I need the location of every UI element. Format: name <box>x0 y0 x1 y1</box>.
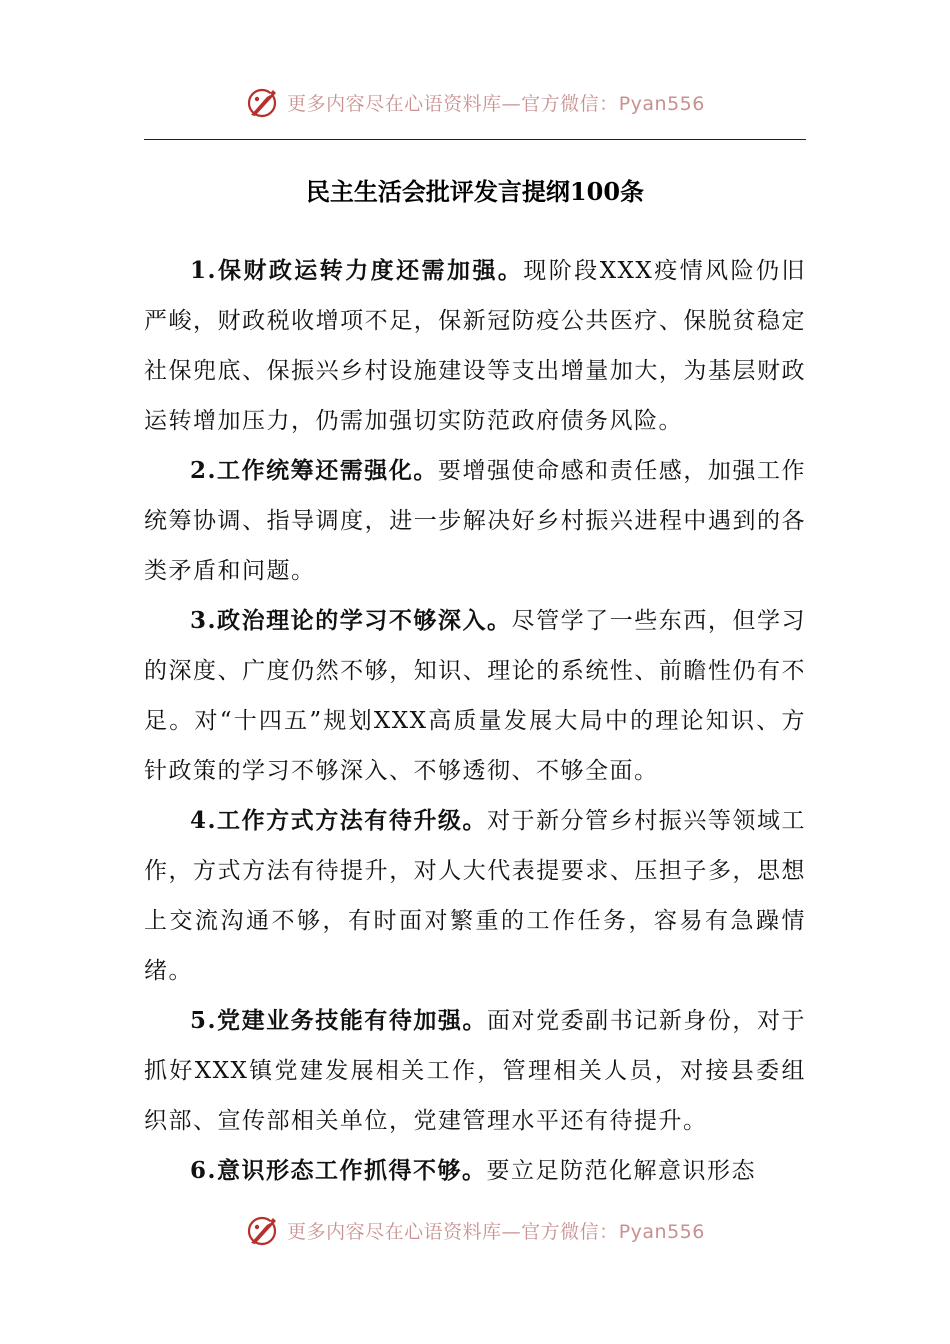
paragraph-text: 尽管学了一些东西，但学习的深度、广度仍然不够，知识、理论的系统性、前瞻性仍有不足。对“十四五”规划XXX高质量发展大局中的理论知识、方针政策的学习不够深入、不够透彻、不够全面。 <box>144 608 806 784</box>
paragraph-text: 对于新分管乡村振兴等领域工作，方式方法有待提升，对人大代表提要求、压担子多，思想上交流沟通不够，有时面对繁重的工作任务，容易有急躁情绪。 <box>144 808 807 984</box>
paragraph-text: 要立足防范化解意识形态 <box>486 1158 757 1184</box>
paragraph-heading: 3.政治理论的学习不够深入。 <box>190 607 512 634</box>
paragraph-heading: 4.工作方式方法有待升级。 <box>190 807 488 834</box>
header-banner <box>0 80 950 124</box>
paragraph-heading: 1.保财政运转力度还需加强。 <box>190 257 524 284</box>
paragraph-text: 面对党委副书记新身份，对于抓好XXX镇党建发展相关工作，管理相关人员，对接县委组织部、宣传部相关单位，党建管理水平还有待提升。 <box>144 1008 807 1134</box>
quill-logo-icon <box>245 84 281 120</box>
paragraph-5 <box>144 996 806 1146</box>
paragraph-3 <box>144 596 806 796</box>
paragraph-2 <box>144 446 806 596</box>
paragraph-heading: 5.党建业务技能有待加强。 <box>190 1007 488 1034</box>
document-body <box>144 246 806 1196</box>
paragraph-6 <box>144 1146 806 1196</box>
document-title: 民主生活会批评发言提纲100条 <box>305 177 645 206</box>
banner-text: 更多内容尽在心语资料库—官方微信：Pyan556 <box>287 1220 705 1243</box>
banner-text: 更多内容尽在心语资料库—官方微信：Pyan556 <box>287 92 705 115</box>
paragraph-text: 要增强使命感和责任感，加强工作统筹协调、指导调度，进一步解决好乡村振兴进程中遇到的各类矛盾和问题。 <box>144 458 806 584</box>
paragraph-heading: 6.意识形态工作抓得不够。 <box>190 1157 487 1184</box>
header-divider <box>144 139 806 140</box>
paragraph-heading: 2.工作统筹还需强化。 <box>190 457 438 484</box>
paragraph-text: 现阶段XXX疫情风险仍旧严峻，财政税收增项不足，保新冠防疫公共医疗、保脱贫稳定社保兜底、保振兴乡村设施建设等支出增量加大，为基层财政运转增加压力，仍需加强切实防范政府债务风险。 <box>144 258 806 434</box>
footer-banner <box>0 1208 950 1252</box>
quill-logo-icon <box>245 1212 281 1248</box>
paragraph-4 <box>144 796 806 996</box>
paragraph-1 <box>144 246 806 446</box>
